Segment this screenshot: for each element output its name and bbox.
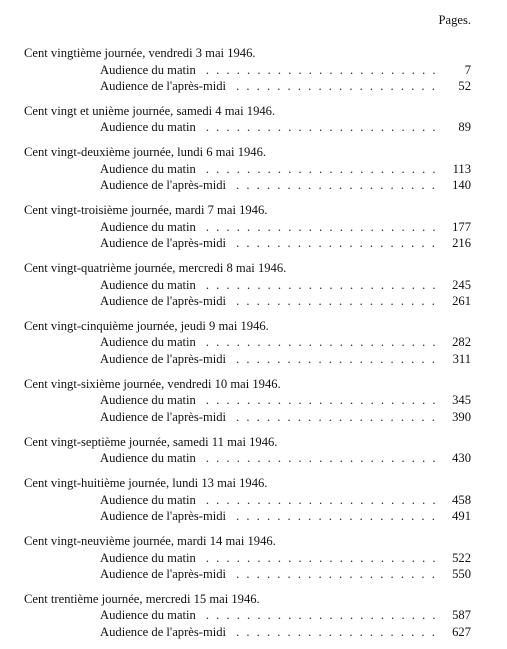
session-label: Audience du matin xyxy=(100,550,196,565)
toc-day-entry xyxy=(24,260,471,310)
session-row xyxy=(100,293,471,310)
dot-leader xyxy=(206,392,441,409)
dot-leader xyxy=(206,62,441,79)
dot-leader xyxy=(206,219,441,236)
dot-leader xyxy=(236,177,441,194)
session-label: Audience du matin xyxy=(100,161,196,176)
dot-leader xyxy=(206,334,441,351)
page-number: 216 xyxy=(452,236,471,251)
day-title: Cent trentième journée, mercredi 15 mai 1946. xyxy=(24,591,260,606)
session-label: Audience de l'après-midi xyxy=(100,79,227,93)
page-number: 345 xyxy=(452,393,471,408)
session-label: Audience de l'après-midi xyxy=(100,624,227,639)
session-row xyxy=(100,492,471,509)
dot-leader xyxy=(236,566,441,583)
session-row xyxy=(100,607,471,624)
toc-day-entry xyxy=(24,533,471,583)
table-of-contents xyxy=(24,45,471,649)
day-title: Cent vingt-deuxième journée, lundi 6 mai 1946. xyxy=(24,145,267,160)
page-number: 52 xyxy=(458,79,471,93)
session-label: Audience du matin xyxy=(100,451,196,466)
day-title: Cent vingt-huitième journée, lundi 13 mai 1946. xyxy=(24,476,268,491)
toc-day-entry xyxy=(24,591,471,641)
dot-leader xyxy=(206,492,441,509)
dot-leader xyxy=(236,78,441,95)
day-title: Cent vingt-neuvième journée, mardi 14 mai 1946. xyxy=(24,534,276,549)
session-label: Audience de l'après-midi xyxy=(100,409,227,424)
dot-leader xyxy=(236,508,441,525)
toc-day-entry xyxy=(24,45,471,95)
dot-leader xyxy=(206,550,441,567)
session-label: Audience du matin xyxy=(100,62,196,77)
page-number: 282 xyxy=(452,335,471,350)
session-row xyxy=(100,392,471,409)
session-row xyxy=(100,351,471,368)
dot-leader xyxy=(236,624,441,641)
day-title: Cent vingt et unième journée, samedi 4 mai 1946. xyxy=(24,103,276,118)
toc-day-entry xyxy=(24,376,471,426)
day-title: Cent vingt-septième journée, samedi 11 mai 1946. xyxy=(24,434,278,449)
session-label: Audience de l'après-midi xyxy=(100,178,227,193)
session-row xyxy=(100,409,471,426)
session-label: Audience du matin xyxy=(100,277,196,292)
session-row xyxy=(100,334,471,351)
session-label: Audience de l'après-midi xyxy=(100,294,227,309)
session-label: Audience du matin xyxy=(100,335,196,350)
dot-leader xyxy=(206,607,441,624)
dot-leader xyxy=(206,119,441,136)
session-row xyxy=(100,78,471,95)
session-label: Audience du matin xyxy=(100,393,196,408)
session-row xyxy=(100,566,471,583)
page-number: 261 xyxy=(452,294,471,309)
page-number: 113 xyxy=(452,161,471,176)
session-row xyxy=(100,119,471,136)
toc-day-entry xyxy=(24,318,471,368)
toc-day-entry xyxy=(24,202,471,252)
dot-leader xyxy=(206,277,441,294)
page-number: 430 xyxy=(452,451,471,466)
day-title: Cent vingt-sixième journée, vendredi 10 mai 1946. xyxy=(24,376,281,391)
dot-leader xyxy=(236,351,441,368)
session-row xyxy=(100,219,471,236)
session-label: Audience de l'après-midi xyxy=(100,567,227,582)
page-number: 458 xyxy=(452,492,471,507)
session-row xyxy=(100,550,471,567)
toc-day-entry xyxy=(24,475,471,525)
page-number: 177 xyxy=(452,219,471,234)
page-number: 390 xyxy=(452,409,471,424)
dot-leader xyxy=(236,235,441,252)
session-label: Audience du matin xyxy=(100,492,196,507)
session-label: Audience du matin xyxy=(100,608,196,623)
page-number: 245 xyxy=(452,277,471,292)
session-label: Audience de l'après-midi xyxy=(100,236,227,251)
day-title: Cent vingtième journée, vendredi 3 mai 1946. xyxy=(24,46,256,60)
page-number: 587 xyxy=(452,608,471,623)
page-number: 550 xyxy=(452,567,471,582)
day-title: Cent vingt-troisième journée, mardi 7 mai 1946. xyxy=(24,203,268,218)
page-number: 7 xyxy=(464,62,471,77)
toc-day-entry xyxy=(24,103,471,136)
page-number: 311 xyxy=(452,351,471,366)
session-label: Audience du matin xyxy=(100,120,196,135)
session-row xyxy=(100,235,471,252)
session-row xyxy=(100,508,471,525)
session-label: Audience de l'après-midi xyxy=(100,509,227,524)
page-number: 522 xyxy=(452,550,471,565)
page-number: 89 xyxy=(458,120,471,135)
session-label: Audience du matin xyxy=(100,219,196,234)
session-label: Audience de l'après-midi xyxy=(100,351,227,366)
page-number: 491 xyxy=(452,509,471,524)
day-title: Cent vingt-cinquième journée, jeudi 9 mai 1946. xyxy=(24,318,269,333)
dot-leader xyxy=(236,293,441,310)
page-number: 140 xyxy=(452,178,471,193)
session-row xyxy=(100,177,471,194)
session-row xyxy=(100,450,471,467)
page-number: 627 xyxy=(452,624,471,639)
pages-column-header: Pages. xyxy=(438,13,471,27)
session-row xyxy=(100,62,471,79)
session-row xyxy=(100,277,471,294)
day-title: Cent vingt-quatrième journée, mercredi 8 mai 1946. xyxy=(24,261,287,276)
session-row xyxy=(100,161,471,178)
dot-leader xyxy=(206,161,441,178)
toc-day-entry xyxy=(24,144,471,194)
dot-leader xyxy=(236,409,441,426)
dot-leader xyxy=(206,450,441,467)
session-row xyxy=(100,624,471,641)
toc-day-entry xyxy=(24,434,471,467)
